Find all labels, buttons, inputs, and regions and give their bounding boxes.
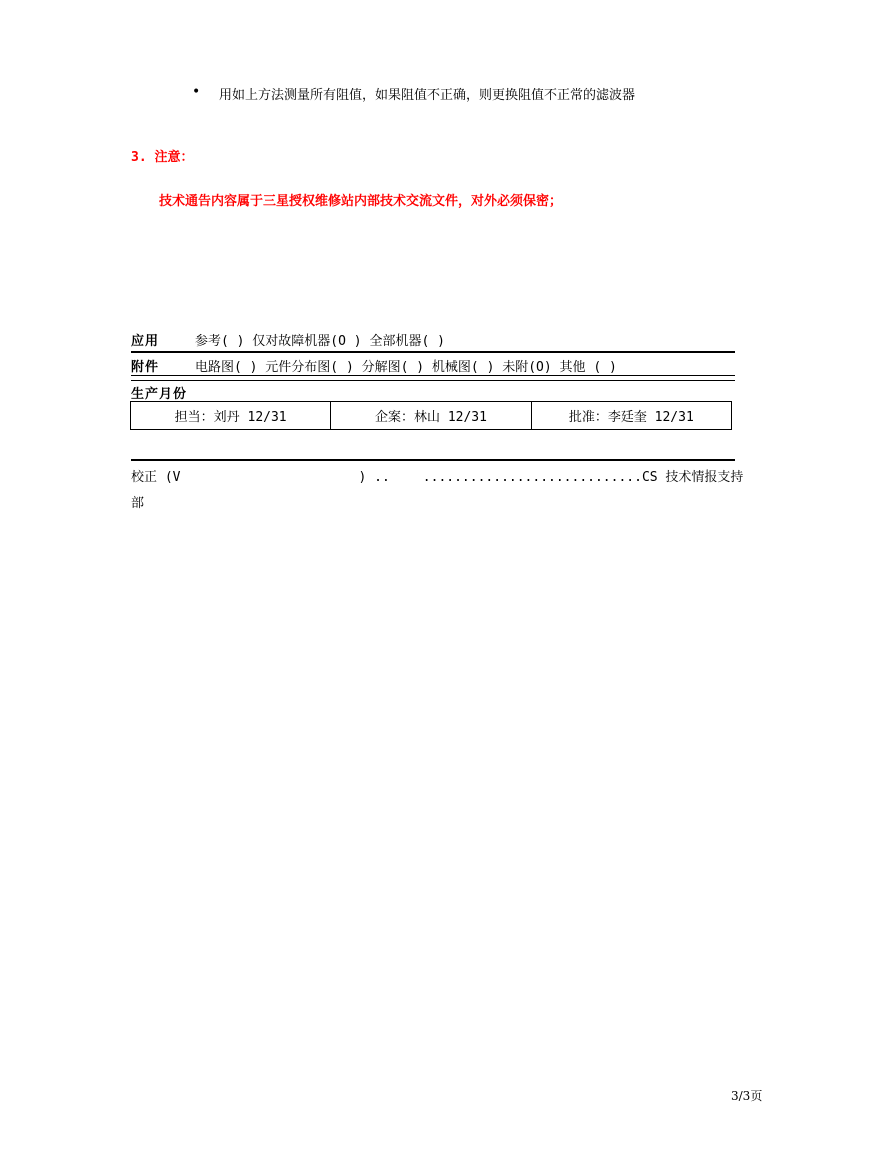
attachment-options: 电路图( ) 元件分布图( ) 分解图( ) 机械图( ) 未附(O) 其他 ( ) xyxy=(195,360,617,375)
attachment-label: 附件 xyxy=(131,360,160,375)
footer-line xyxy=(131,466,743,485)
bullet-point: • xyxy=(192,84,201,100)
page-number: 3/3页 xyxy=(731,1089,763,1103)
signoff-charge: 担当：刘丹 12/31 xyxy=(174,410,287,425)
note-heading: 3. 注意： xyxy=(131,150,194,165)
footer-middle: ) .. xyxy=(358,470,390,485)
divider xyxy=(131,459,735,461)
footer-dots: ............................CS 技术情报支持 xyxy=(422,470,744,485)
application-options: 参考( ) 仅对故障机器(O ) 全部机器( ) xyxy=(195,334,445,349)
signoff-approve: 批准：李廷奎 12/31 xyxy=(531,402,731,429)
divider xyxy=(131,380,735,381)
divider xyxy=(131,351,735,353)
confidentiality-notice: 技术通告内容属于三星授权维修站内部技术交流文件，对外必须保密； xyxy=(159,194,563,209)
signoff-table xyxy=(130,401,732,430)
footer-wrap: 部 xyxy=(131,496,145,511)
signoff-draft: 企案：林山 12/31 xyxy=(330,402,530,429)
bullet-text: 用如上方法测量所有阻值，如果阻值不正确，则更换阻值不正常的滤波器 xyxy=(219,88,636,103)
footer-left: 校正 (V xyxy=(131,470,181,485)
divider xyxy=(131,375,735,376)
application-label: 应用 xyxy=(131,334,160,349)
production-month-label: 生产月份 xyxy=(131,387,188,402)
